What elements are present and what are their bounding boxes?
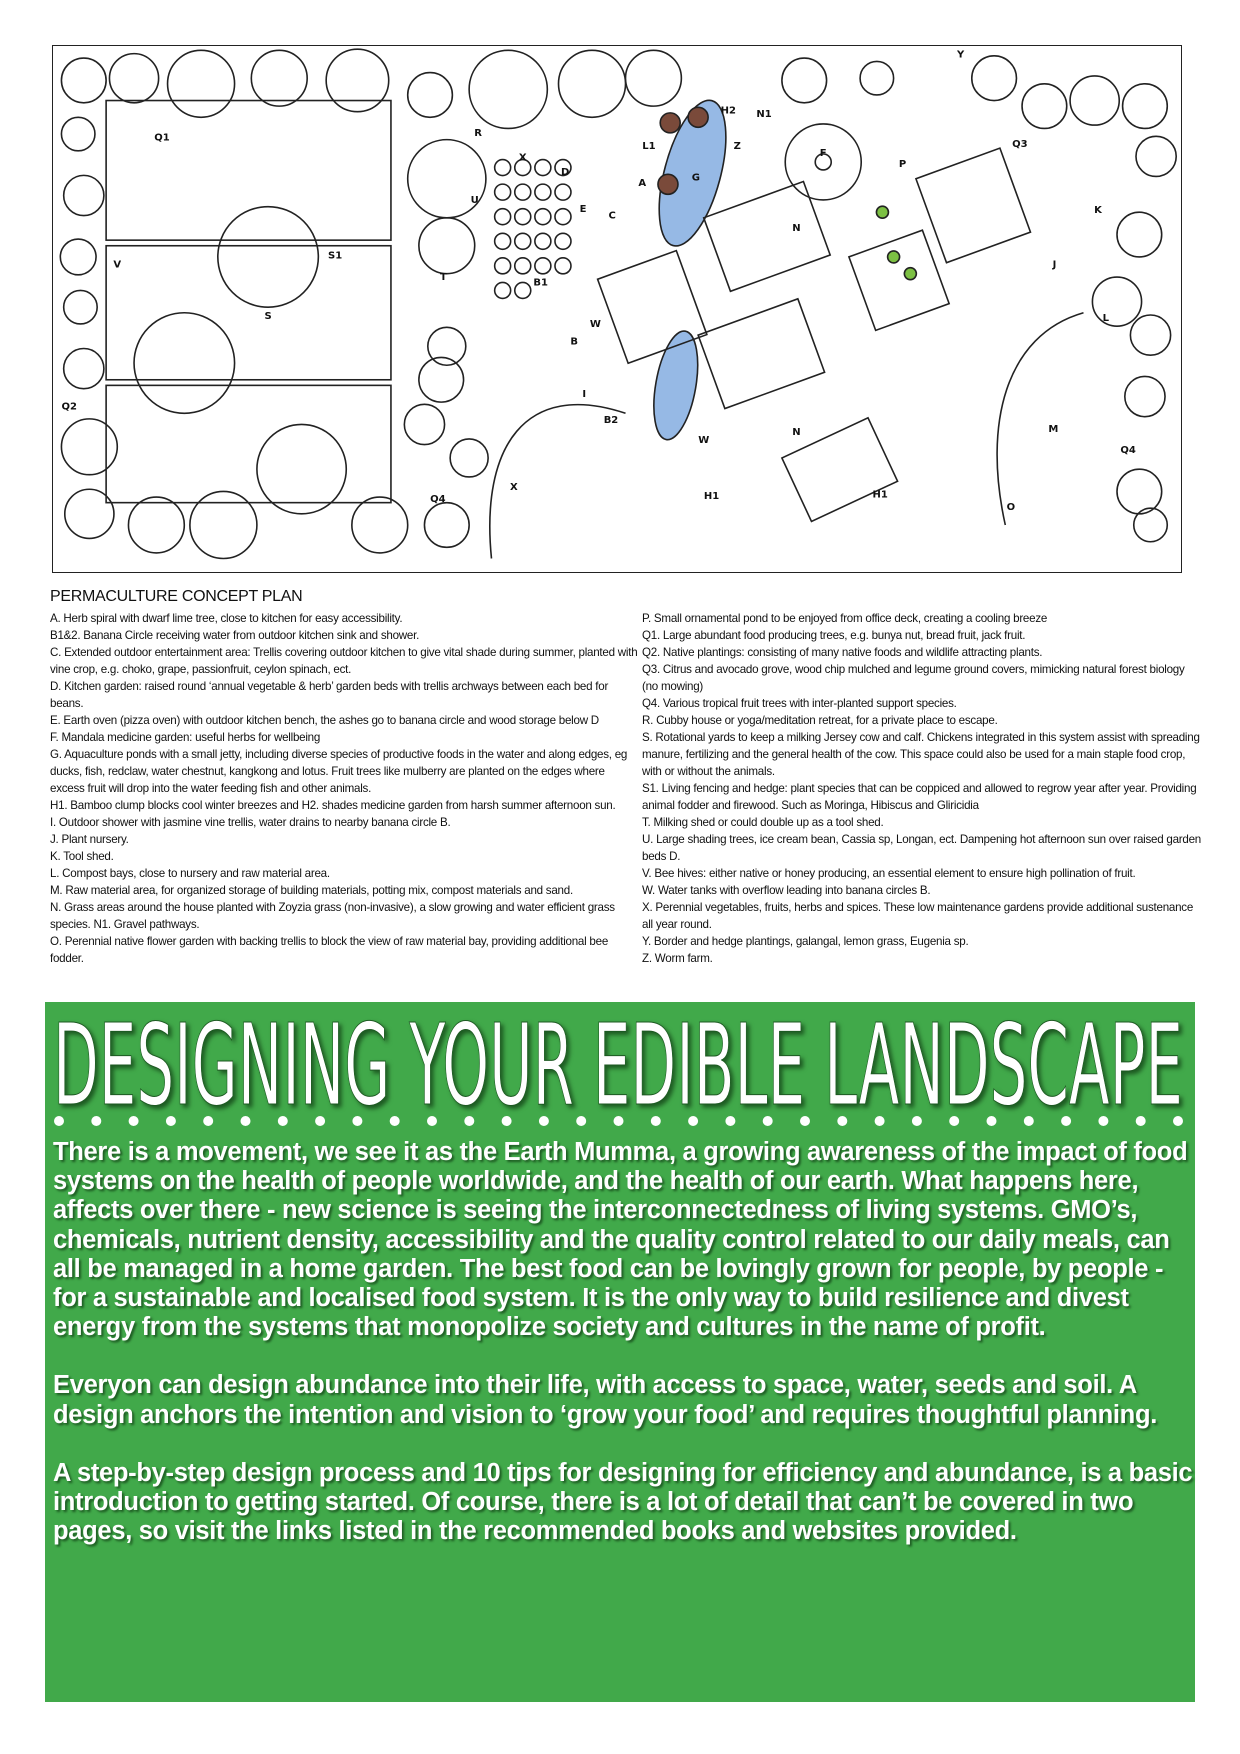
plan-label: L	[1102, 313, 1110, 325]
plan-label: M	[1048, 423, 1059, 435]
plan-label: S	[264, 310, 272, 322]
divider-dot	[1173, 1116, 1183, 1126]
plan-label: W	[698, 434, 710, 446]
divider-dot	[1024, 1116, 1034, 1126]
permaculture-site-plan	[52, 45, 1182, 573]
plan-label: J	[1052, 259, 1057, 271]
plan-label: N1	[756, 108, 772, 120]
feature-paragraph: A step-by-step design process and 10 tips for designing for efficiency and abundance, is a basic introduction to getting started. Of course, there is a lot of detail that can’t be covered in two pages, so visit the links listed in the recommended books and websites provided.	[53, 1458, 1193, 1546]
divider-dot	[502, 1116, 512, 1126]
feature-title-text: DESIGNING YOUR EDIBLE LANDSCAPE	[53, 1006, 1183, 1114]
legend-item: Q3. Citrus and avocado grove, wood chip mulched and legume ground covers, mimicking natural forest biology (no mowing)	[642, 663, 1185, 693]
legend-item: C. Extended outdoor entertainment area: Trellis covering outdoor kitchen to give vital shade during summer, planted with vine crop, e.g. choko, grape, passionfruit, ceylon spinach, ect.	[50, 646, 638, 676]
divider-dot	[390, 1116, 400, 1126]
plan-label: D	[561, 166, 570, 178]
legend-item: X. Perennial vegetables, fruits, herbs and spices. These low maintenance gardens provide additional sustenance all year round.	[642, 901, 1194, 931]
legend-item: Z. Worm farm.	[642, 952, 713, 965]
divider-dot	[725, 1116, 735, 1126]
plan-label: R	[474, 127, 482, 139]
plan-label: B2	[603, 414, 619, 426]
plan-label: H1	[703, 490, 720, 502]
legend-item: H1. Bamboo clump blocks cool winter breezes and H2. shades medicine garden from harsh summer afternoon sun.	[50, 799, 616, 812]
plan-label: N	[792, 427, 801, 439]
legend-item: M. Raw material area, for organized storage of building materials, potting mix, compost materials and sand.	[50, 884, 573, 897]
plan-label: Y	[956, 49, 965, 61]
divider-dot	[875, 1116, 885, 1126]
tree-icon	[888, 251, 900, 263]
divider-dot	[614, 1116, 624, 1126]
plan-label: L1	[642, 141, 656, 153]
divider-dot	[837, 1116, 847, 1126]
divider-dot	[352, 1116, 362, 1126]
divider-dot	[912, 1116, 922, 1126]
legend-item: E. Earth oven (pizza oven) with outdoor kitchen bench, the ashes go to banana circle and wood storage below D	[50, 714, 599, 727]
legend-item: P. Small ornamental pond to be enjoyed from office deck, creating a cooling breeze	[642, 612, 1048, 625]
tree-icon	[658, 174, 678, 194]
divider-dot	[464, 1116, 474, 1126]
legend-item: U. Large shading trees, ice cream bean, Cassia sp, Longan, ect. Dampening hot afternoon sun over raised garden beds D.	[642, 833, 1201, 863]
plan-label: Q4	[430, 494, 446, 506]
legend-item: I. Outdoor shower with jasmine vine trellis, water drains to nearby banana circle B.	[50, 816, 451, 829]
divider-dot	[166, 1116, 176, 1126]
divider-dot	[91, 1116, 101, 1126]
feature-body	[53, 1138, 1193, 1575]
plan-label: F	[819, 147, 827, 159]
plan-label: G	[691, 172, 701, 184]
divider-dot	[987, 1116, 997, 1126]
legend-item: T. Milking shed or could double up as a tool shed.	[642, 816, 884, 829]
plan-label: O	[1006, 502, 1016, 514]
legend-item: V. Bee hives: either native or honey producing, an essential element to ensure high pollination of fruit.	[642, 867, 1136, 880]
feature-paragraph: Everyon can design abundance into their life, with access to space, water, seeds and soil. A design anchors the intention and vision to ‘grow your food’ and requires thoughtful planning.	[53, 1371, 1158, 1429]
divider-dot	[651, 1116, 661, 1126]
legend-item: J. Plant nursery.	[50, 833, 129, 846]
plan-label: Q3	[1012, 138, 1028, 150]
plan-label: W	[589, 318, 601, 330]
legend-item: B1&2. Banana Circle receiving water from outdoor kitchen sink and shower.	[50, 629, 420, 642]
plan-label: U	[470, 194, 479, 206]
legend-item: N. Grass areas around the house planted with Zoyzia grass (non-invasive), a slow growing and water efficient grass species. N1. Gravel pathways.	[50, 901, 615, 931]
legend-right-column	[642, 610, 1202, 967]
plan-label: Q2	[61, 401, 77, 413]
divider-dot	[278, 1116, 288, 1126]
legend-left-column	[50, 610, 640, 967]
legend-item: L. Compost bays, close to nursery and raw material area.	[50, 867, 330, 880]
divider-dot	[241, 1116, 251, 1126]
divider-dot	[688, 1116, 698, 1126]
divider-dot	[129, 1116, 139, 1126]
legend-item: K. Tool shed.	[50, 850, 114, 863]
divider-dot	[427, 1116, 437, 1126]
plan-label: H1	[872, 489, 888, 501]
divider-dot	[1098, 1116, 1108, 1126]
tree-icon	[904, 268, 916, 280]
plan-label: P	[898, 159, 907, 171]
plan-label: N	[792, 222, 801, 234]
divider-dot	[949, 1116, 959, 1126]
legend-item: A. Herb spiral with dwarf lime tree, close to kitchen for easy accessibility.	[50, 612, 403, 625]
plan-label: S1	[328, 250, 343, 262]
plan-label: X	[509, 481, 518, 493]
feature-panel	[45, 1002, 1195, 1702]
plan-label: Q1	[154, 132, 170, 144]
legend-title: PERMACULTURE CONCEPT PLAN	[50, 588, 303, 605]
plan-label: E	[579, 203, 587, 215]
legend-item: D. Kitchen garden: raised round ‘annual vegetable & herb’ garden beds with trellis archways between each bed for beans.	[50, 680, 609, 710]
legend-item: F. Mandala medicine garden: useful herbs for wellbeing	[50, 731, 321, 744]
divider-dot	[1136, 1116, 1146, 1126]
plan-label: B1	[533, 277, 548, 289]
plan-label: V	[113, 259, 122, 271]
dotted-divider	[45, 1112, 1195, 1130]
legend-item: Q2. Native plantings: consisting of many native foods and wildlife attracting plants.	[642, 646, 1043, 659]
feature-title	[45, 1006, 1195, 1114]
plan-label: K	[1094, 204, 1102, 216]
legend-item: Q4. Various tropical fruit trees with inter-planted support species.	[642, 697, 957, 710]
divider-dot	[763, 1116, 773, 1126]
feature-paragraph: There is a movement, we see it as the Earth Mumma, a growing awareness of the impact of food systems on the health of people worldwide, and the health of our earth. What happens here, affects over there - new science is seeing the interconnectedness of living systems. GMO’s, chemicals, nutrient density, accessibility and the quality control related to our daily meals, can all be managed in a home garden. The best food can be lovingly grown for people, by people - for a sustainable and localised food system. It is the only way to build resilience and divest energy from the systems that monopolize society and cultures in the name of profit.	[53, 1138, 1188, 1342]
legend-item: Q1. Large abundant food producing trees, e.g. bunya nut, bread fruit, jack fruit.	[642, 629, 1026, 642]
legend-item: S. Rotational yards to keep a milking Jersey cow and calf. Chickens integrated in this system assist with spreading manure, fertilizing and the general health of the cow. This space could also be used for a main staple food crop, with or without the animals.	[642, 731, 1200, 778]
divider-dot	[203, 1116, 213, 1126]
plan-label: I	[582, 389, 587, 401]
divider-dot	[1061, 1116, 1071, 1126]
plan-label: A	[638, 178, 647, 190]
plan-label: T	[440, 271, 447, 283]
divider-dot	[576, 1116, 586, 1126]
legend-item: Y. Border and hedge plantings, galangal, lemon grass, Eugenia sp.	[642, 935, 969, 948]
divider-dot	[315, 1116, 325, 1126]
legend-item: W. Water tanks with overflow leading into banana circles B.	[642, 884, 931, 897]
tree-icon	[688, 107, 708, 127]
legend-item: G. Aquaculture ponds with a small jetty, including diverse species of productive foods in the water and along edges, eg ducks, fish, redclaw, water chestnut, kangkong and lotus. Fruit trees like mulberry are planted on the edges where excess fruit will drop into the water feeding fish and other animals.	[50, 748, 628, 795]
legend-item: S1. Living fencing and hedge: plant species that can be coppiced and allowed to regrow year after year. Providing animal fodder and firewood. Such as Moringa, Hibiscus and Gliricidia	[642, 782, 1197, 812]
plan-label: Z	[733, 141, 741, 153]
plan-label: X	[518, 152, 527, 164]
plan-label: Q4	[1120, 445, 1136, 457]
legend-item: R. Cubby house or yoga/meditation retreat, for a private place to escape.	[642, 714, 998, 727]
plan-label: B	[570, 336, 578, 348]
plan-border	[52, 45, 1182, 573]
divider-dot	[54, 1116, 64, 1126]
divider-dot	[539, 1116, 549, 1126]
tree-icon	[660, 113, 680, 133]
tree-icon	[876, 206, 888, 218]
plan-label: H2	[720, 105, 736, 117]
divider-dot	[800, 1116, 810, 1126]
legend-item: O. Perennial native flower garden with backing trellis to block the view of raw material bay, providing additional bee fodder.	[50, 935, 609, 965]
plan-label: C	[608, 210, 616, 222]
